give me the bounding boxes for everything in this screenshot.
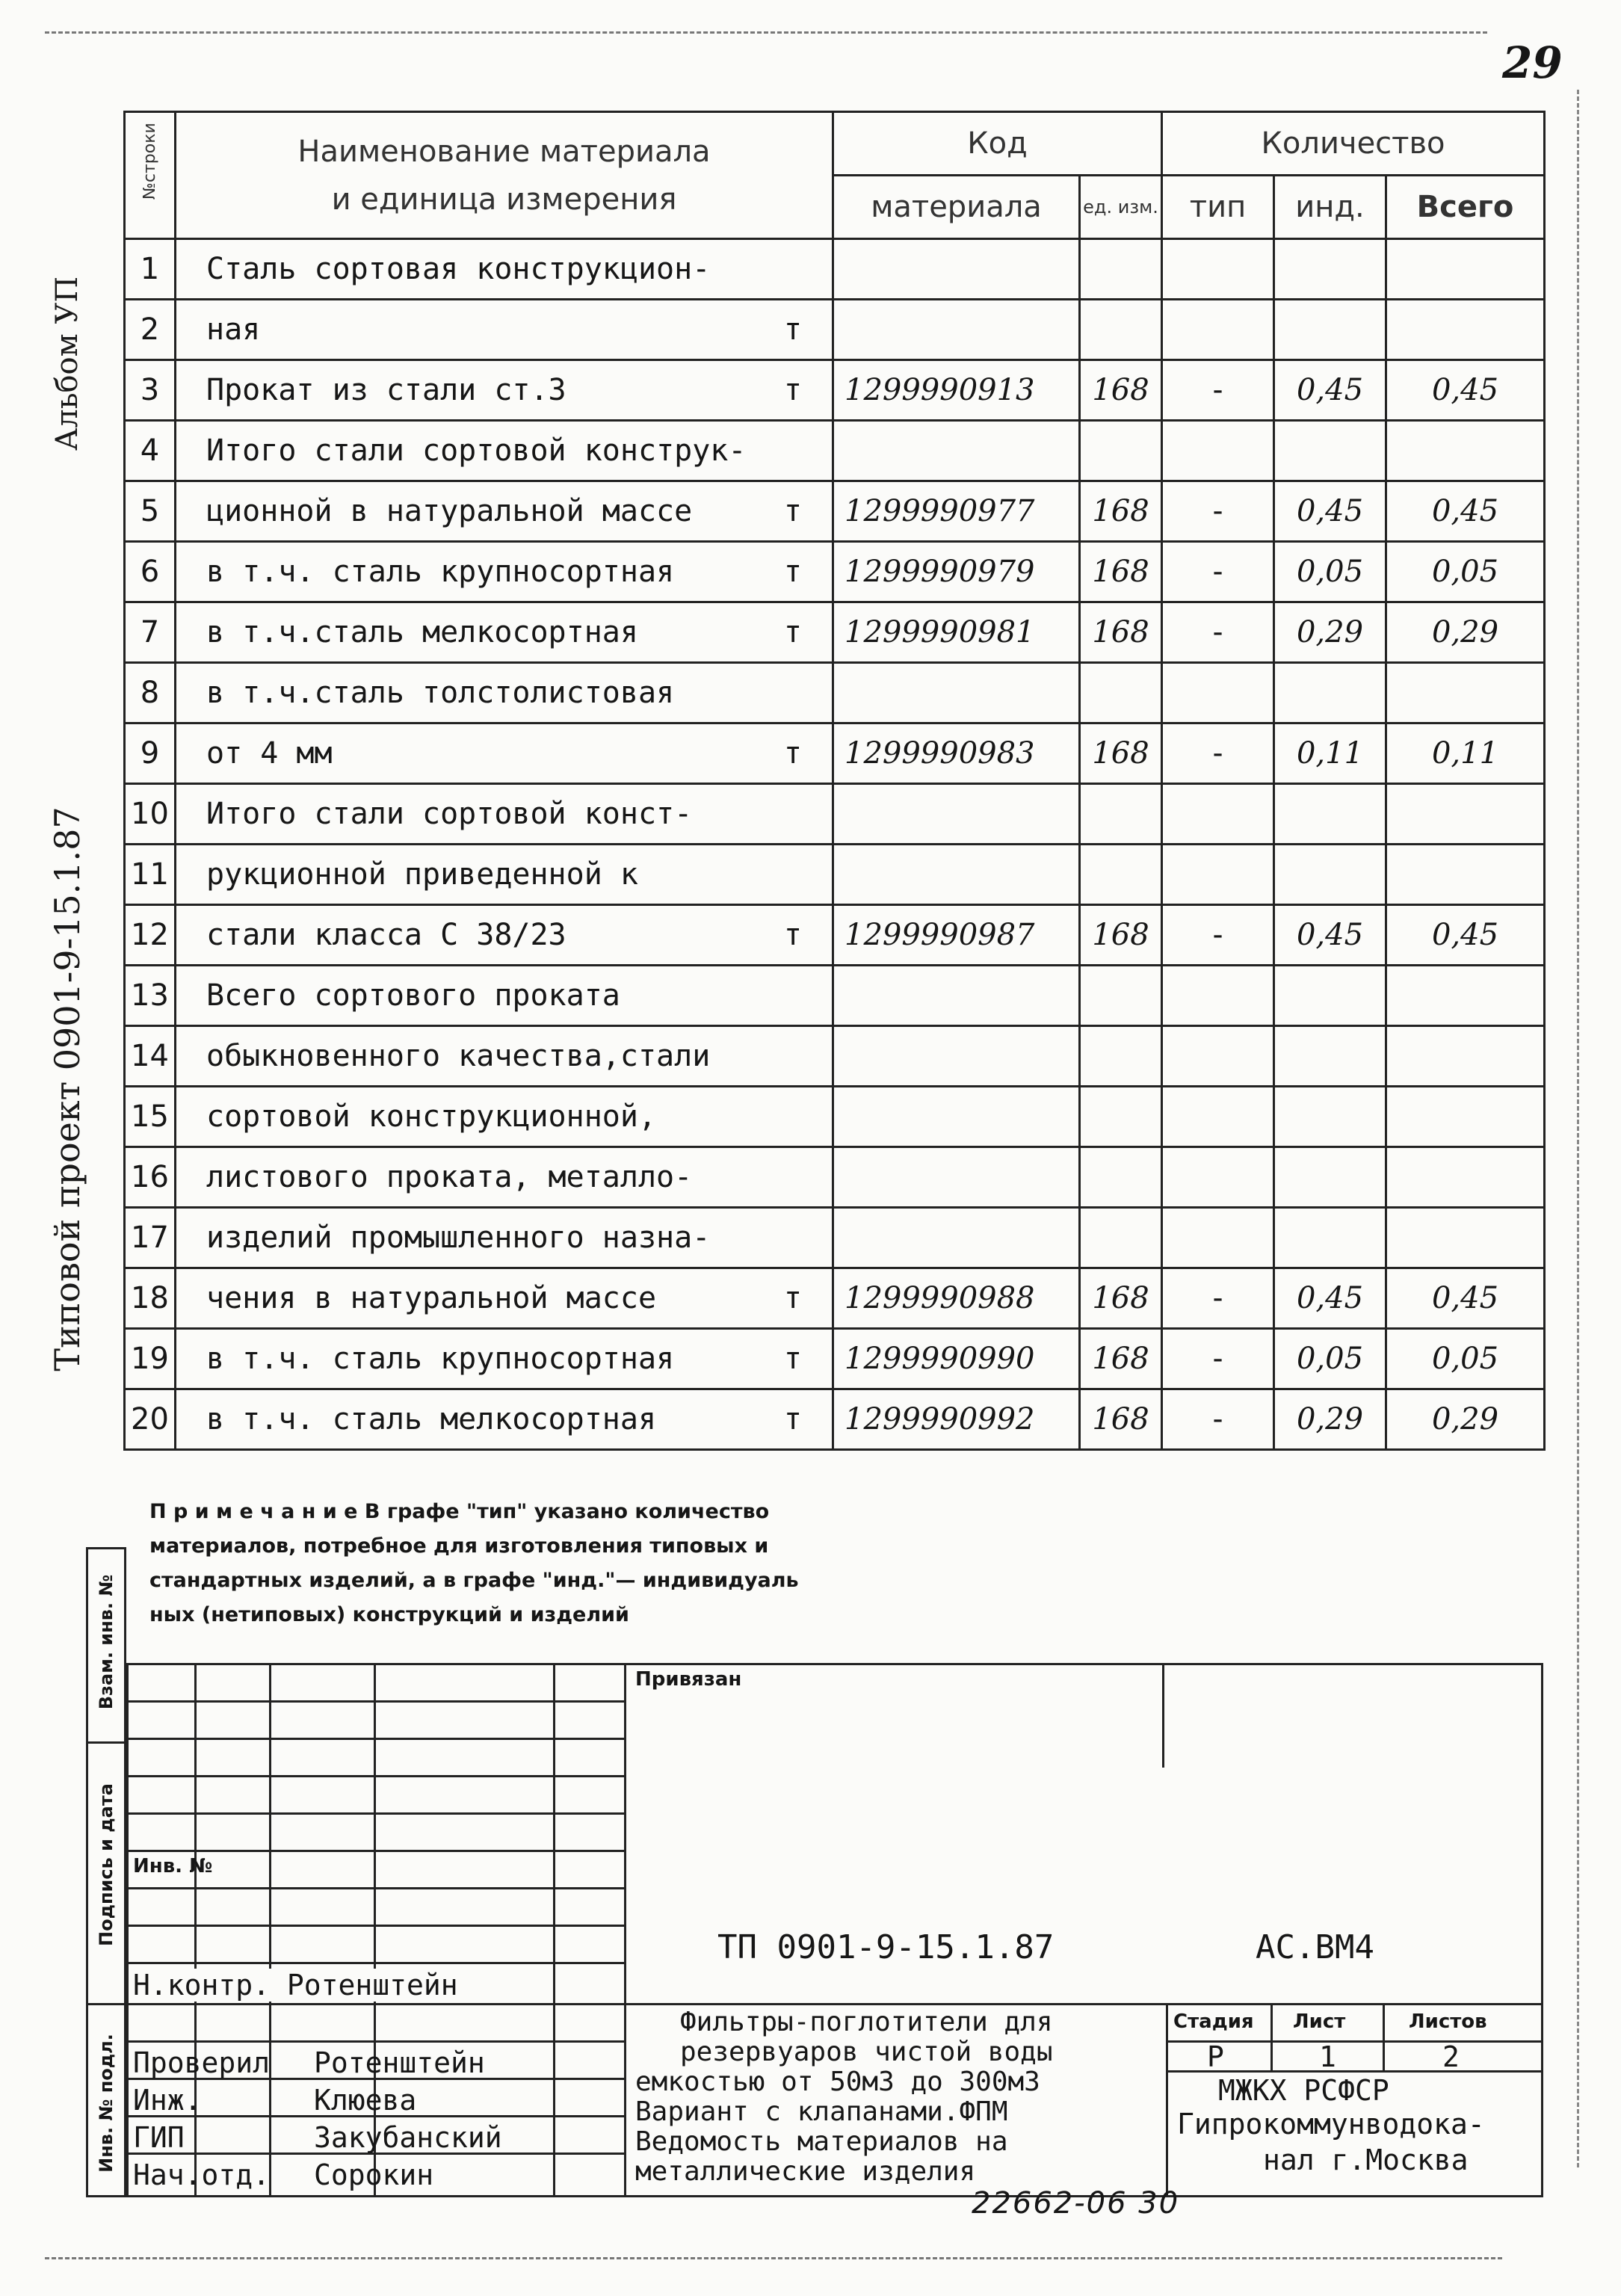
unit-code-header: ед. изм.	[1080, 176, 1162, 239]
inv-no-label: Инв. №	[133, 1855, 213, 1877]
material-code	[833, 1208, 1080, 1268]
material-name	[176, 1147, 833, 1208]
material-name	[176, 784, 833, 845]
role-checked: Проверил	[133, 2046, 271, 2079]
type-qty	[1162, 300, 1274, 360]
right-dashed-border	[1577, 90, 1579, 2167]
bottom-dashed-border	[45, 2257, 1502, 2259]
podpis-label: Подпись и дата	[96, 1783, 117, 1946]
type-qty: -	[1162, 723, 1274, 784]
ind-qty: 0,45	[1274, 360, 1386, 421]
material-unit: т	[783, 494, 802, 528]
materials-table	[123, 111, 1546, 1451]
material-name-text: ная	[206, 312, 261, 347]
material-unit: т	[783, 1342, 802, 1376]
org-line1: МЖКХ РСФСР	[1218, 2074, 1389, 2107]
table-row	[125, 602, 1545, 663]
doc-title: Фильтры-поглотители для резервуаров чистой воды емкостью от 50м3 до 300м3 Вариант с клапанами.ФПМ Ведомость материалов на металлические изделия	[635, 2007, 1053, 2187]
doc-code: ТП 0901-9-15.1.87	[717, 1928, 1055, 1966]
ind-qty: 0,29	[1274, 602, 1386, 663]
total-qty	[1386, 239, 1545, 300]
type-qty	[1162, 1208, 1274, 1268]
row-number: 14	[125, 1026, 176, 1087]
material-code: 1299990979	[833, 542, 1080, 602]
material-name	[176, 1208, 833, 1268]
total-qty	[1386, 966, 1545, 1026]
type-qty	[1162, 239, 1274, 300]
material-name-text: Всего сортового проката	[206, 978, 620, 1013]
row-number: 17	[125, 1208, 176, 1268]
material-name-text: Прокат из стали ст.3	[206, 373, 566, 407]
row-number: 3	[125, 360, 176, 421]
stadia-value: Р	[1207, 2040, 1224, 2073]
row-number: 4	[125, 421, 176, 481]
material-name	[176, 421, 833, 481]
table-row	[125, 1208, 1545, 1268]
unit-code: 168	[1080, 1329, 1162, 1389]
unit-code	[1080, 1147, 1162, 1208]
material-name-text: от 4 мм	[206, 736, 333, 771]
ind-qty: 0,05	[1274, 542, 1386, 602]
material-code: 1299990990	[833, 1329, 1080, 1389]
listov-label: Листов	[1409, 2010, 1487, 2033]
material-unit: т	[783, 1281, 802, 1315]
ind-qty	[1274, 421, 1386, 481]
material-code: 1299990977	[833, 481, 1080, 542]
row-number: 15	[125, 1087, 176, 1147]
inv-label: Инв. № подл.	[96, 2034, 117, 2173]
total-qty: 0,29	[1386, 602, 1545, 663]
total-qty	[1386, 1026, 1545, 1087]
type-header: тип	[1162, 176, 1274, 239]
ind-qty	[1274, 784, 1386, 845]
archive-number: 22662-06 30	[972, 2186, 1180, 2221]
table-row	[125, 845, 1545, 905]
material-unit: т	[783, 615, 802, 649]
type-qty	[1162, 845, 1274, 905]
row-number: 11	[125, 845, 176, 905]
ind-qty: 0,45	[1274, 905, 1386, 966]
type-qty: -	[1162, 542, 1274, 602]
material-unit: т	[783, 373, 802, 407]
ind-qty	[1274, 845, 1386, 905]
unit-code	[1080, 845, 1162, 905]
album-label: Альбом УП	[50, 276, 84, 451]
material-name-text: в т.ч.сталь мелкосортная	[206, 615, 638, 649]
type-qty	[1162, 784, 1274, 845]
n-kontr: Н.контр. Ротенштейн	[133, 1969, 463, 2002]
total-qty: 0,11	[1386, 723, 1545, 784]
material-name	[176, 360, 833, 421]
unit-code: 168	[1080, 602, 1162, 663]
total-qty	[1386, 1208, 1545, 1268]
ind-qty	[1274, 1026, 1386, 1087]
unit-code	[1080, 663, 1162, 723]
type-qty: -	[1162, 905, 1274, 966]
total-qty	[1386, 1147, 1545, 1208]
unit-code	[1080, 1208, 1162, 1268]
material-unit: т	[783, 555, 802, 589]
ind-qty	[1274, 239, 1386, 300]
stadia-label: Стадия	[1173, 2010, 1254, 2033]
material-code: 1299990913	[833, 360, 1080, 421]
material-name-text: изделий промышленного назна-	[206, 1220, 711, 1255]
material-name-text: Итого стали сортовой конст-	[206, 797, 693, 831]
unit-code	[1080, 966, 1162, 1026]
table-row	[125, 723, 1545, 784]
org-line3: нал г.Москва	[1263, 2144, 1469, 2176]
ind-qty	[1274, 300, 1386, 360]
material-code: 1299990988	[833, 1268, 1080, 1329]
material-name	[176, 723, 833, 784]
type-qty	[1162, 421, 1274, 481]
row-number: 10	[125, 784, 176, 845]
type-qty	[1162, 966, 1274, 1026]
vzam-label: Взам. инв. №	[96, 1574, 117, 1710]
type-qty	[1162, 1147, 1274, 1208]
total-qty	[1386, 663, 1545, 723]
table-row	[125, 784, 1545, 845]
material-code: 1299990981	[833, 602, 1080, 663]
material-name	[176, 542, 833, 602]
material-code	[833, 1147, 1080, 1208]
material-name-text: листового проката, металло-	[206, 1160, 693, 1194]
type-qty: -	[1162, 360, 1274, 421]
qty-group-header: Количество	[1162, 112, 1545, 176]
table-row	[125, 1329, 1545, 1389]
sheet-number: 29	[1502, 37, 1563, 88]
table-row	[125, 1268, 1545, 1329]
material-name	[176, 845, 833, 905]
material-unit: т	[783, 1402, 802, 1436]
row-no-header: №строки	[125, 112, 176, 239]
material-unit: т	[783, 736, 802, 771]
row-number: 20	[125, 1389, 176, 1450]
unit-code	[1080, 300, 1162, 360]
table-row	[125, 966, 1545, 1026]
material-code: 1299990983	[833, 723, 1080, 784]
total-qty: 0,05	[1386, 542, 1545, 602]
material-code	[833, 966, 1080, 1026]
note: П р и м е ч а н и е В графе "тип" указано количество материалов, потребное для изготовления типовых и стандартных изделий, а в графе "инд."— индивидуаль ных (нетиповых) конструкций и изделий	[149, 1500, 799, 1626]
type-qty	[1162, 663, 1274, 723]
table-row	[125, 481, 1545, 542]
row-number: 7	[125, 602, 176, 663]
material-code: 1299990992	[833, 1389, 1080, 1450]
privyazan-label: Привязан	[635, 1668, 742, 1691]
row-number: 16	[125, 1147, 176, 1208]
material-name-text: чения в натуральной массе	[206, 1281, 657, 1315]
unit-code	[1080, 1026, 1162, 1087]
material-name	[176, 663, 833, 723]
total-qty: 0,45	[1386, 360, 1545, 421]
material-name	[176, 1268, 833, 1329]
top-dashed-border	[45, 31, 1487, 34]
table-row	[125, 1026, 1545, 1087]
material-name-text: в т.ч. сталь крупносортная	[206, 555, 675, 589]
unit-code	[1080, 421, 1162, 481]
type-qty	[1162, 1087, 1274, 1147]
total-qty: 0,05	[1386, 1329, 1545, 1389]
material-code	[833, 300, 1080, 360]
material-name	[176, 1026, 833, 1087]
material-code	[833, 784, 1080, 845]
type-qty: -	[1162, 1389, 1274, 1450]
unit-code	[1080, 1087, 1162, 1147]
unit-code	[1080, 784, 1162, 845]
table-row	[125, 1147, 1545, 1208]
ind-qty: 0,45	[1274, 1268, 1386, 1329]
material-code	[833, 845, 1080, 905]
material-name	[176, 602, 833, 663]
material-code-header: материала	[833, 176, 1080, 239]
table-row	[125, 1087, 1545, 1147]
name-header: Наименование материала и единица измерения	[176, 112, 833, 239]
name-gip: Закубанский	[314, 2121, 502, 2154]
table-row	[125, 1389, 1545, 1450]
material-name-text: стали класса С 38/23	[206, 918, 566, 952]
unit-code: 168	[1080, 1389, 1162, 1450]
row-number: 18	[125, 1268, 176, 1329]
row-number: 1	[125, 239, 176, 300]
org-line2: Гипрокоммунводока-	[1177, 2108, 1485, 2141]
material-name-text: ционной в натуральной массе	[206, 494, 693, 528]
total-qty: 0,45	[1386, 905, 1545, 966]
material-code	[833, 239, 1080, 300]
row-number: 19	[125, 1329, 176, 1389]
table-row	[125, 421, 1545, 481]
row-number: 2	[125, 300, 176, 360]
material-name-text: в т.ч.сталь толстолистовая	[206, 676, 675, 710]
material-code: 1299990987	[833, 905, 1080, 966]
material-code	[833, 663, 1080, 723]
total-header: Всего	[1386, 176, 1545, 239]
table-row	[125, 905, 1545, 966]
unit-code: 168	[1080, 360, 1162, 421]
total-qty: 0,45	[1386, 481, 1545, 542]
ind-qty	[1274, 1208, 1386, 1268]
ind-qty: 0,45	[1274, 481, 1386, 542]
name-checked: Ротенштейн	[314, 2046, 485, 2079]
ind-qty	[1274, 663, 1386, 723]
material-name-text: рукционной приведенной к	[206, 857, 638, 892]
material-unit: т	[783, 918, 802, 952]
unit-code: 168	[1080, 905, 1162, 966]
material-name-text: в т.ч. сталь крупносортная	[206, 1342, 675, 1376]
ind-qty: 0,05	[1274, 1329, 1386, 1389]
unit-code: 168	[1080, 723, 1162, 784]
table-row	[125, 663, 1545, 723]
ind-qty: 0,29	[1274, 1389, 1386, 1450]
name-engineer: Клюева	[314, 2084, 417, 2117]
total-qty: 0,45	[1386, 1268, 1545, 1329]
material-name	[176, 239, 833, 300]
material-name	[176, 300, 833, 360]
role-engineer: Инж.	[133, 2084, 202, 2117]
ind-qty	[1274, 966, 1386, 1026]
project-label: Типовой проект 0901-9-15.1.87	[47, 806, 87, 1371]
material-name-text: сортовой конструкционной,	[206, 1099, 657, 1134]
name-head: Сорокин	[314, 2158, 434, 2191]
material-name	[176, 1329, 833, 1389]
material-name	[176, 1389, 833, 1450]
list-value: 1	[1319, 2040, 1336, 2073]
list-label: Лист	[1293, 2010, 1346, 2033]
listov-value: 2	[1442, 2040, 1460, 2073]
material-unit: т	[783, 312, 802, 347]
type-qty	[1162, 1026, 1274, 1087]
material-code	[833, 1087, 1080, 1147]
material-name	[176, 1087, 833, 1147]
table-row	[125, 300, 1545, 360]
type-qty: -	[1162, 602, 1274, 663]
unit-code: 168	[1080, 481, 1162, 542]
total-qty	[1386, 421, 1545, 481]
ind-qty: 0,11	[1274, 723, 1386, 784]
total-qty	[1386, 845, 1545, 905]
material-name-text: обыкновенного качества,стали	[206, 1039, 711, 1073]
sheet-code: АС.ВМ4	[1256, 1928, 1374, 1966]
ind-qty	[1274, 1147, 1386, 1208]
code-group-header: Код	[833, 112, 1162, 176]
ind-qty	[1274, 1087, 1386, 1147]
table-row	[125, 542, 1545, 602]
material-code	[833, 1026, 1080, 1087]
row-number: 12	[125, 905, 176, 966]
total-qty	[1386, 300, 1545, 360]
ind-header: инд.	[1274, 176, 1386, 239]
total-qty	[1386, 1087, 1545, 1147]
material-name-text: Итого стали сортовой конструк-	[206, 433, 747, 468]
row-number: 13	[125, 966, 176, 1026]
material-name-text: Сталь сортовая конструкцион-	[206, 252, 711, 286]
total-qty	[1386, 784, 1545, 845]
material-name	[176, 481, 833, 542]
material-name	[176, 966, 833, 1026]
row-number: 8	[125, 663, 176, 723]
unit-code: 168	[1080, 1268, 1162, 1329]
unit-code	[1080, 239, 1162, 300]
role-head: Нач.отд.	[133, 2158, 271, 2191]
type-qty: -	[1162, 481, 1274, 542]
role-gip: ГИП	[133, 2121, 185, 2154]
type-qty: -	[1162, 1329, 1274, 1389]
material-code	[833, 421, 1080, 481]
row-number: 5	[125, 481, 176, 542]
type-qty: -	[1162, 1268, 1274, 1329]
unit-code: 168	[1080, 542, 1162, 602]
total-qty: 0,29	[1386, 1389, 1545, 1450]
row-number: 6	[125, 542, 176, 602]
material-name-text: в т.ч. сталь мелкосортная	[206, 1402, 657, 1436]
table-row	[125, 360, 1545, 421]
table-row	[125, 239, 1545, 300]
row-number: 9	[125, 723, 176, 784]
material-name	[176, 905, 833, 966]
